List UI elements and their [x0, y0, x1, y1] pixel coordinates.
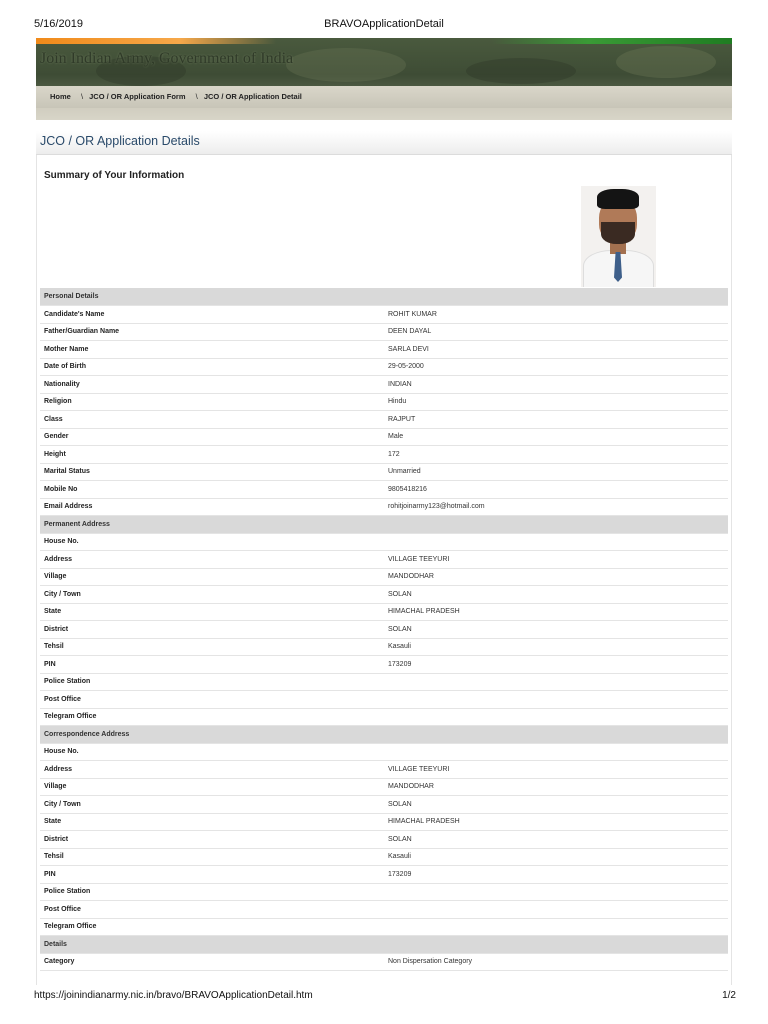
field-label: Father/Guardian Name [40, 323, 384, 341]
field-value: SARLA DEVI [384, 341, 728, 359]
camo-pattern [286, 48, 406, 82]
table-row [40, 901, 728, 919]
field-label: Class [40, 411, 384, 429]
field-value: 173209 [384, 866, 728, 884]
field-value: 172 [384, 446, 728, 464]
field-value [384, 708, 728, 726]
field-label: Post Office [40, 691, 384, 709]
section-header: Details [40, 936, 728, 954]
field-label: Mother Name [40, 341, 384, 359]
field-label: House No. [40, 743, 384, 761]
field-value [384, 673, 728, 691]
table-row [40, 743, 728, 761]
field-label: Date of Birth [40, 358, 384, 376]
field-value: DEEN DAYAL [384, 323, 728, 341]
section-header: Permanent Address [40, 516, 728, 534]
field-label: Mobile No [40, 481, 384, 499]
field-value: INDIAN [384, 376, 728, 394]
section-header-row [40, 936, 728, 954]
print-date: 5/16/2019 [34, 18, 83, 30]
field-value [384, 743, 728, 761]
field-value: SOLAN [384, 586, 728, 604]
table-row [40, 446, 728, 464]
camo-pattern [466, 58, 576, 84]
section-header-row [40, 726, 728, 744]
field-label: Religion [40, 393, 384, 411]
field-label: City / Town [40, 586, 384, 604]
field-label: Telegram Office [40, 918, 384, 936]
details-table-body [40, 288, 728, 971]
table-row [40, 393, 728, 411]
print-title: BRAVOApplicationDetail [324, 18, 444, 30]
field-label: Height [40, 446, 384, 464]
section-header-row [40, 516, 728, 534]
tricolor-green-stripe [492, 38, 732, 44]
table-row [40, 568, 728, 586]
table-row [40, 603, 728, 621]
field-value: SOLAN [384, 796, 728, 814]
field-value: Kasauli [384, 638, 728, 656]
breadcrumb-application-detail: JCO / OR Application Detail [203, 92, 302, 101]
table-row [40, 411, 728, 429]
field-value: Unmarried [384, 463, 728, 481]
breadcrumb-separator: \ [195, 92, 198, 101]
table-row [40, 953, 728, 971]
page-heading-bar [36, 131, 732, 155]
field-value [384, 533, 728, 551]
table-row [40, 831, 728, 849]
print-page-number: 1/2 [722, 990, 736, 1001]
table-row [40, 358, 728, 376]
table-row [40, 691, 728, 709]
table-row [40, 551, 728, 569]
table-row [40, 428, 728, 446]
table-row [40, 708, 728, 726]
field-value: SOLAN [384, 621, 728, 639]
table-row [40, 323, 728, 341]
field-label: Gender [40, 428, 384, 446]
field-label: Address [40, 761, 384, 779]
field-label: House No. [40, 533, 384, 551]
field-value: 29-05-2000 [384, 358, 728, 376]
table-row [40, 498, 728, 516]
field-label: Police Station [40, 883, 384, 901]
field-value: VILLAGE TEEYURI [384, 551, 728, 569]
field-label: Tehsil [40, 848, 384, 866]
field-value: 173209 [384, 656, 728, 674]
section-header: Personal Details [40, 288, 728, 306]
field-value: ROHIT KUMAR [384, 306, 728, 324]
section-header: Correspondence Address [40, 726, 728, 744]
table-row [40, 638, 728, 656]
print-footer [0, 990, 768, 1010]
print-url: https://joinindianarmy.nic.in/bravo/BRAVOApplicationDetail.htm [34, 990, 313, 1001]
table-row [40, 621, 728, 639]
field-value: SOLAN [384, 831, 728, 849]
field-label: State [40, 603, 384, 621]
field-label: Village [40, 778, 384, 796]
field-label: Address [40, 551, 384, 569]
table-row [40, 761, 728, 779]
field-label: City / Town [40, 796, 384, 814]
table-row [40, 813, 728, 831]
field-label: Marital Status [40, 463, 384, 481]
breadcrumb-application-form[interactable]: JCO / OR Application Form [89, 92, 186, 101]
field-value [384, 691, 728, 709]
field-label: State [40, 813, 384, 831]
table-row [40, 481, 728, 499]
table-row [40, 533, 728, 551]
field-value [384, 918, 728, 936]
field-label: Post Office [40, 901, 384, 919]
field-value: Hindu [384, 393, 728, 411]
field-label: Candidate's Name [40, 306, 384, 324]
field-label: Nationality [40, 376, 384, 394]
candidate-photo [581, 186, 656, 287]
field-value: 9805418216 [384, 481, 728, 499]
table-row [40, 376, 728, 394]
field-value: MANDODHAR [384, 778, 728, 796]
field-value: VILLAGE TEEYURI [384, 761, 728, 779]
table-row [40, 883, 728, 901]
camo-pattern [616, 46, 716, 78]
field-value: Male [384, 428, 728, 446]
field-value: Non Dispersation Category [384, 953, 728, 971]
photo-hair [597, 189, 639, 209]
field-value: Kasauli [384, 848, 728, 866]
photo-beard [601, 222, 635, 244]
field-value [384, 901, 728, 919]
summary-heading: Summary of Your Information [44, 170, 185, 181]
table-row [40, 463, 728, 481]
table-row [40, 866, 728, 884]
field-label: District [40, 621, 384, 639]
table-row [40, 848, 728, 866]
field-value: HIMACHAL PRADESH [384, 813, 728, 831]
table-row [40, 341, 728, 359]
table-row [40, 673, 728, 691]
field-label: Category [40, 953, 384, 971]
table-row [40, 306, 728, 324]
tricolor-saffron-stripe [36, 38, 276, 44]
table-row [40, 656, 728, 674]
field-value: rohitjoinarmy123@hotmail.com [384, 498, 728, 516]
field-value [384, 883, 728, 901]
banner-title: Join Indian Army, Government of India [40, 50, 294, 67]
field-value: RAJPUT [384, 411, 728, 429]
field-label: Telegram Office [40, 708, 384, 726]
field-label: Email Address [40, 498, 384, 516]
field-label: PIN [40, 656, 384, 674]
field-value: MANDODHAR [384, 568, 728, 586]
table-row [40, 796, 728, 814]
breadcrumb-separator: \ [80, 92, 84, 101]
field-label: Tehsil [40, 638, 384, 656]
breadcrumb-home[interactable]: Home [50, 92, 71, 101]
breadcrumb [36, 86, 732, 108]
print-header [0, 0, 768, 36]
field-label: PIN [40, 866, 384, 884]
field-label: Village [40, 568, 384, 586]
field-label: Police Station [40, 673, 384, 691]
application-details-table [40, 288, 728, 971]
field-value: HIMACHAL PRADESH [384, 603, 728, 621]
table-row [40, 918, 728, 936]
field-label: District [40, 831, 384, 849]
table-row [40, 778, 728, 796]
page-title: JCO / OR Application Details [40, 134, 200, 148]
site-banner [36, 38, 732, 120]
section-header-row [40, 288, 728, 306]
table-row [40, 586, 728, 604]
